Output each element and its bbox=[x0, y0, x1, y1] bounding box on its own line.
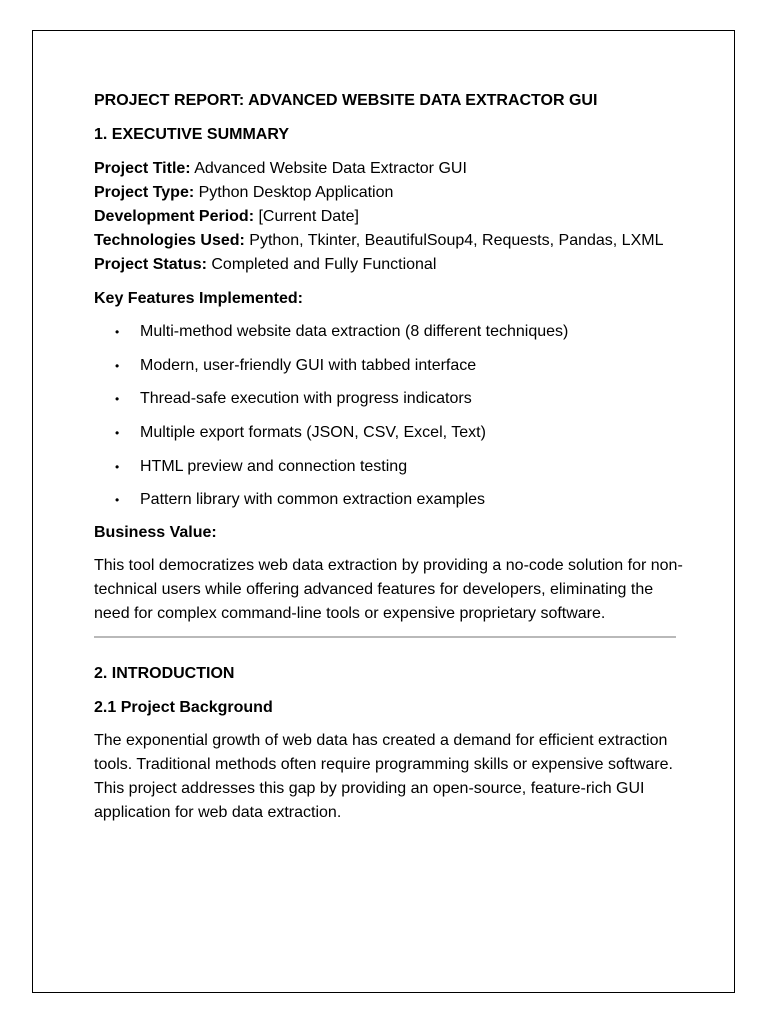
meta-line-development-period bbox=[94, 205, 684, 229]
meta-value: [Current Date] bbox=[254, 208, 359, 225]
list-item-text: Multi-method website data extraction (8 different techniques) bbox=[140, 323, 569, 340]
business-value-heading: Business Value: bbox=[94, 524, 217, 542]
document-content bbox=[94, 89, 684, 825]
bullet-icon: • bbox=[115, 426, 120, 441]
meta-value: Completed and Fully Functional bbox=[206, 256, 437, 273]
list-item-text: Thread-safe execution with progress indicators bbox=[140, 390, 472, 408]
list-item-text: Pattern library with common extraction examples bbox=[140, 491, 486, 509]
list-item bbox=[94, 421, 684, 445]
document-title: PROJECT REPORT: ADVANCED WEBSITE DATA EXTRACTOR GUI bbox=[94, 92, 598, 109]
bullet-icon: • bbox=[115, 493, 120, 508]
business-value-paragraph: This tool democratizes web data extraction by providing a no-code solution for non-technical users while offering advanced features for developers, eliminating the need for complex command-line tools or expensive proprietary software. bbox=[94, 557, 683, 623]
section-divider bbox=[94, 636, 676, 638]
meta-value: Advanced Website Data Extractor GUI bbox=[190, 160, 467, 177]
meta-value: Python, Tkinter, BeautifulSoup4, Requests, Pandas, LXML bbox=[244, 232, 664, 249]
list-item-text: HTML preview and connection testing bbox=[140, 457, 408, 475]
project-metadata bbox=[94, 157, 684, 277]
executive-summary-heading: 1. EXECUTIVE SUMMARY bbox=[94, 126, 289, 143]
list-item-text: Multiple export formats (JSON, CSV, Excel, Text) bbox=[140, 424, 486, 442]
meta-label: Technologies Used: bbox=[94, 232, 245, 249]
bullet-icon: • bbox=[115, 392, 120, 407]
project-background-heading: 2.1 Project Background bbox=[94, 699, 273, 717]
document-page bbox=[32, 30, 735, 993]
list-item bbox=[94, 320, 684, 344]
meta-label: Project Type: bbox=[94, 184, 195, 201]
meta-value: Python Desktop Application bbox=[194, 184, 394, 201]
meta-line-project-title bbox=[94, 157, 684, 181]
list-item bbox=[94, 488, 684, 512]
key-features-heading: Key Features Implemented: bbox=[94, 290, 303, 307]
meta-line-project-type bbox=[94, 181, 684, 205]
list-item bbox=[94, 354, 684, 378]
list-item bbox=[94, 387, 684, 411]
introduction-heading: 2. INTRODUCTION bbox=[94, 665, 235, 683]
meta-line-technologies-used bbox=[94, 229, 684, 253]
meta-line-project-status bbox=[94, 253, 684, 277]
bullet-icon: • bbox=[115, 459, 120, 474]
list-item-text: Modern, user-friendly GUI with tabbed interface bbox=[140, 356, 477, 374]
key-features-list bbox=[94, 320, 684, 512]
bullet-icon: • bbox=[115, 358, 120, 373]
bullet-icon: • bbox=[115, 325, 120, 339]
meta-label: Project Status: bbox=[94, 256, 207, 273]
list-item bbox=[94, 455, 684, 479]
meta-label: Development Period: bbox=[94, 208, 255, 225]
project-background-paragraph: The exponential growth of web data has created a demand for efficient extraction tools. Traditional methods often require programming skills or expensive software. This project addresses this gap by providing an open-source, feature-rich GUI application for web data extraction. bbox=[94, 732, 673, 822]
meta-label: Project Title: bbox=[94, 160, 191, 177]
